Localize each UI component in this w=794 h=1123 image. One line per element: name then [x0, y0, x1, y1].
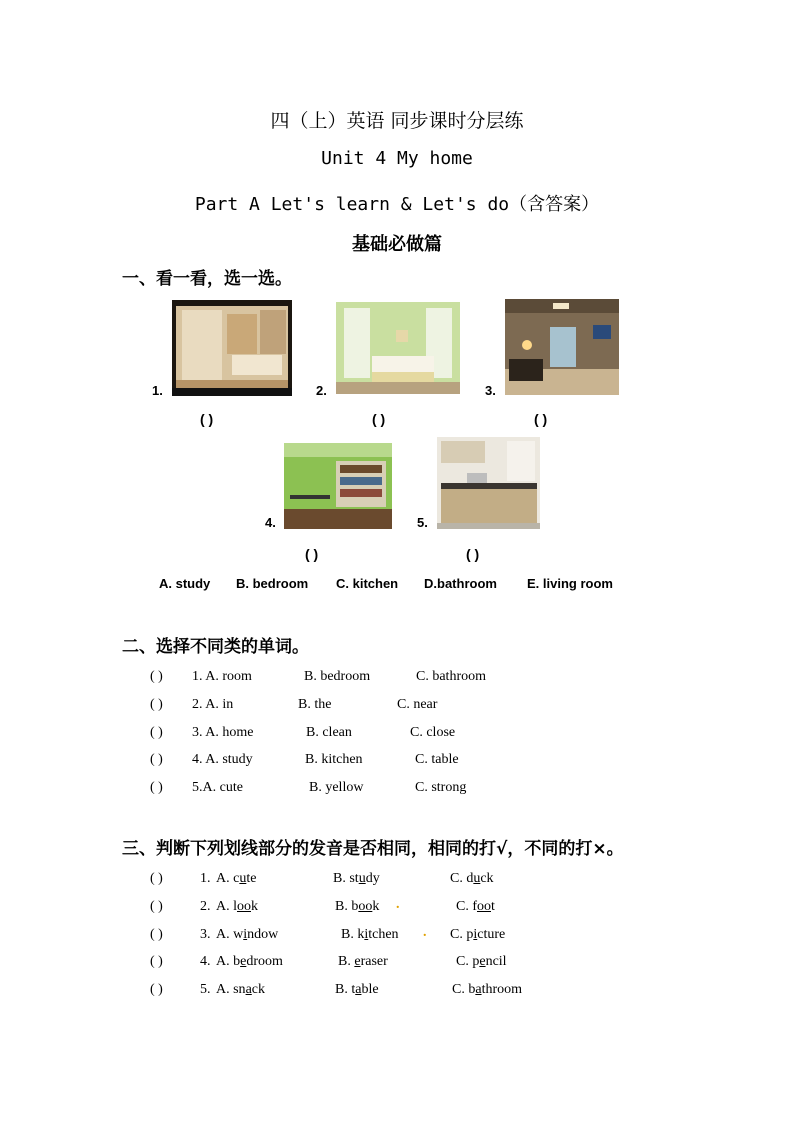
item-3-answer[interactable]: ( ) — [534, 411, 548, 427]
s2-row1-b: B. bedroom — [304, 669, 371, 684]
section3-heading: 三、判断下列划线部分的发音是否相同，相同的打√，不同的打×。 — [122, 839, 624, 859]
s3-row5-c: C. bathroom — [452, 982, 523, 997]
s3-row2-num: 2. — [200, 899, 211, 914]
s3-row3-c: C. picture — [450, 927, 506, 942]
s2-row5-b: B. yellow — [309, 780, 364, 795]
option-d: D.bathroom — [424, 576, 497, 591]
section2-heading: 二、选择不同类的单词。 — [122, 637, 309, 657]
item-2-answer[interactable]: ( ) — [372, 411, 386, 427]
s3-row4-b: B. eraser — [338, 954, 388, 969]
s3-row2-paren[interactable]: ( ) — [150, 899, 163, 914]
item-4-number: 4. — [265, 515, 276, 530]
s3-row5-b: B. table — [335, 982, 379, 997]
item-3-number: 3. — [485, 383, 496, 398]
item-4-answer[interactable]: ( ) — [305, 546, 319, 562]
s3-row5-num: 5. — [200, 982, 211, 997]
s2-row1-paren[interactable]: ( ) — [150, 669, 163, 684]
s3-row2-b: B. book — [335, 899, 380, 914]
s3-row2-a: A. look — [216, 899, 258, 914]
s2-row3-a: 3. A. home — [192, 725, 254, 740]
option-e: E. living room — [527, 576, 613, 591]
s2-row4-c: C. table — [415, 752, 459, 767]
s2-row1-a: 1. A. room — [192, 669, 252, 684]
bedroom-photo — [336, 302, 460, 394]
s2-row2-paren[interactable]: ( ) — [150, 697, 163, 712]
item-5-answer[interactable]: ( ) — [466, 546, 480, 562]
s3-row5-a: A. snack — [216, 982, 265, 997]
item-1-answer[interactable]: ( ) — [200, 411, 214, 427]
s3-row4-paren[interactable]: ( ) — [150, 954, 163, 969]
s3-row3-a: A. window — [216, 927, 279, 942]
stray-mark-2: . — [423, 925, 427, 940]
s2-row4-paren[interactable]: ( ) — [150, 752, 163, 767]
s2-row5-a: 5.A. cute — [192, 780, 243, 795]
s2-row4-b: B. kitchen — [305, 752, 363, 767]
option-c: C. kitchen — [336, 576, 399, 591]
part-title: Part A Let's learn & Let's do（含答案） — [194, 194, 600, 215]
s3-row3-b: B. kitchen — [341, 927, 399, 942]
living-room-photo — [505, 299, 619, 395]
s3-row4-a: A. bedroom — [216, 954, 283, 969]
study-photo — [284, 443, 392, 529]
level-title: 基础必做篇 — [352, 234, 442, 255]
s2-row2-b: B. the — [298, 697, 332, 712]
s3-row2-c: C. foot — [456, 899, 495, 914]
s2-row5-c: C. strong — [415, 780, 467, 795]
s3-row1-paren[interactable]: ( ) — [150, 871, 163, 886]
s2-row2-a: 2. A. in — [192, 697, 234, 712]
stray-mark-1: . — [396, 897, 400, 912]
s2-row3-c: C. close — [410, 725, 456, 740]
section1-heading: 一、看一看，选一选。 — [122, 269, 292, 289]
s2-row2-c: C. near — [397, 697, 438, 712]
s3-row3-paren[interactable]: ( ) — [150, 927, 163, 942]
item-5-number: 5. — [417, 515, 428, 530]
s3-row1-a: A. cute — [216, 871, 257, 886]
s2-row5-paren[interactable]: ( ) — [150, 780, 163, 795]
option-b: B. bedroom — [236, 576, 309, 591]
s2-row1-c: C. bathroom — [416, 669, 486, 684]
kitchen-photo — [437, 437, 540, 529]
s3-row1-b: B. study — [333, 871, 380, 886]
s2-row3-paren[interactable]: ( ) — [150, 725, 163, 740]
item-2-number: 2. — [316, 383, 327, 398]
s3-row1-c: C. duck — [450, 871, 494, 886]
worksheet-title: 四（上）英语 同步课时分层练 — [270, 110, 524, 132]
option-a: A. study — [159, 576, 211, 591]
item-1-number: 1. — [152, 383, 163, 398]
s2-row4-a: 4. A. study — [192, 752, 253, 767]
s3-row1-num: 1. — [200, 871, 211, 886]
unit-title: Unit 4 My home — [321, 148, 473, 169]
s3-row4-num: 4. — [200, 954, 211, 969]
s3-row5-paren[interactable]: ( ) — [150, 982, 163, 997]
s3-row4-c: C. pencil — [456, 954, 507, 969]
s2-row3-b: B. clean — [306, 725, 352, 740]
bathroom-photo — [172, 300, 292, 396]
s3-row3-num: 3. — [200, 927, 211, 942]
